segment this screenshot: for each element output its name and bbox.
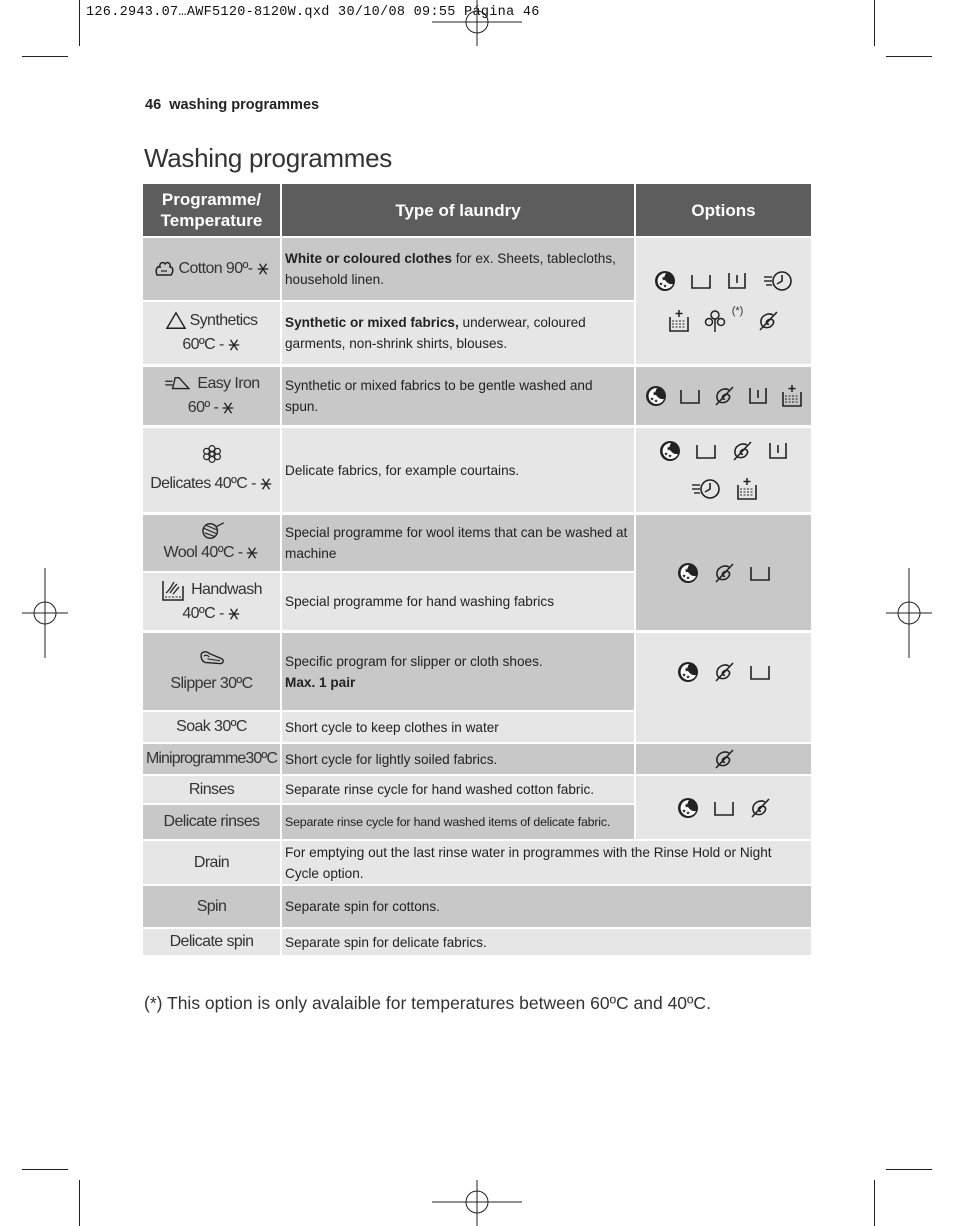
time-saving-icon <box>762 270 794 292</box>
type-synthetics: Synthetic or mixed fabrics, underwear, coloured garments, non-shrink shirts, blouses. <box>282 302 634 364</box>
no-spin-icon <box>713 748 735 770</box>
programme-delicate-rinses: Delicate rinses <box>143 805 280 839</box>
delicates-icon <box>202 444 222 464</box>
registration-mark-icon <box>432 0 522 46</box>
cotton-icon <box>153 258 175 280</box>
options-easy-iron <box>636 367 811 425</box>
prewash-icon <box>736 477 758 501</box>
programme-handwash: Handwash 40ºC - <box>143 573 280 630</box>
cold-wash-star-icon <box>245 546 259 560</box>
rinse-plus-icon <box>713 797 735 819</box>
type-rinses: Separate rinse cycle for hand washed cotton fabric. <box>282 776 634 803</box>
no-spin-icon <box>757 310 779 332</box>
programme-wool: Wool 40ºC - <box>143 515 280 571</box>
options-slipper-soak <box>636 633 811 742</box>
wool-icon <box>197 521 227 541</box>
no-spin-icon <box>713 385 735 407</box>
programme-slipper: Slipper 30ºC <box>143 633 280 710</box>
cold-wash-star-icon <box>227 607 241 621</box>
rinse-plus-icon <box>695 440 717 462</box>
cold-wash-star-icon <box>256 262 270 276</box>
handwash-icon <box>161 578 185 602</box>
programme-spin: Spin <box>143 886 280 927</box>
rinse-hold-icon <box>767 440 789 462</box>
programme-delicate-spin: Delicate spin <box>143 929 280 955</box>
type-wool: Special programme for wool items that can be washed at machine <box>282 515 634 571</box>
rinse-hold-icon <box>726 270 748 292</box>
header-options: Options <box>636 184 811 236</box>
crop-mark <box>79 0 80 46</box>
options-miniprogramme <box>636 744 811 774</box>
programme-easy-iron: Easy Iron 60º - <box>143 367 280 425</box>
programme-drain: Drain <box>143 841 280 884</box>
programme-synthetics: Synthetics 60ºC - <box>143 302 280 364</box>
stain-icon <box>704 309 726 333</box>
header-programme: Programme/ Temperature <box>143 184 280 236</box>
type-drain: For emptying out the last rinse water in programmes with the Rinse Hold or Night Cycle option. <box>282 841 811 884</box>
crop-mark <box>22 1169 68 1170</box>
programme-cotton <box>143 238 280 300</box>
night-cycle-icon <box>659 440 681 462</box>
night-cycle-icon <box>654 270 676 292</box>
rinse-plus-icon <box>690 270 712 292</box>
slipper-icon <box>198 648 226 668</box>
no-spin-icon <box>713 661 735 683</box>
no-spin-icon <box>731 440 753 462</box>
night-cycle-icon <box>677 562 699 584</box>
cold-wash-star-icon <box>221 401 235 415</box>
options-delicates <box>636 428 811 512</box>
crop-mark <box>22 56 68 57</box>
type-miniprogramme: Short cycle for lightly soiled fabrics. <box>282 744 634 774</box>
type-slipper: Specific program for slipper or cloth shoes. Max. 1 pair <box>282 633 634 710</box>
crop-mark <box>886 1169 932 1170</box>
cold-wash-star-icon <box>259 477 273 491</box>
page-number: 46 <box>145 97 162 113</box>
programme-miniprogramme: Miniprogramme30ºC <box>143 744 280 774</box>
prewash-icon <box>668 309 690 333</box>
rinse-hold-icon <box>747 385 769 407</box>
options-rinses <box>636 776 811 839</box>
cold-wash-star-icon <box>227 338 241 352</box>
rinse-plus-icon <box>679 385 701 407</box>
night-cycle-icon <box>677 797 699 819</box>
options-cotton-synthetics <box>636 238 811 364</box>
no-spin-icon <box>713 562 735 584</box>
type-cotton: White or coloured clothes for ex. Sheets, tablecloths, household linen. <box>282 238 634 300</box>
rinse-plus-icon <box>749 661 771 683</box>
programme-label: Cotton 90º- <box>178 260 253 277</box>
synthetics-icon <box>166 311 186 331</box>
crop-mark <box>874 0 875 46</box>
programme-soak: Soak 30ºC <box>143 712 280 742</box>
night-cycle-icon <box>677 661 699 683</box>
section-name: washing programmes <box>169 97 320 113</box>
page-header <box>145 97 319 113</box>
crop-mark <box>886 56 932 57</box>
crop-mark <box>79 1180 80 1226</box>
type-spin: Separate spin for cottons. <box>282 886 811 927</box>
page-title: Washing programmes <box>144 143 392 173</box>
no-spin-icon <box>749 797 771 819</box>
options-wool-handwash <box>636 515 811 630</box>
night-cycle-icon <box>645 385 667 407</box>
programme-delicates: Delicates 40ºC - <box>143 428 280 512</box>
options-note-mark: (*) <box>731 305 744 317</box>
crop-mark <box>874 1180 875 1226</box>
type-delicate-rinses: Separate rinse cycle for hand washed items of delicate fabric. <box>282 805 634 839</box>
print-slug: 126.2943.07…AWF5120-8120W.qxd 30/10/08 09:55 Página 46 <box>86 5 540 20</box>
footnote: (*) This option is only avalaible for temperatures between 60ºC and 40ºC. <box>144 993 711 1013</box>
prewash-icon <box>781 384 803 408</box>
type-soak: Short cycle to keep clothes in water <box>282 712 634 742</box>
programme-rinses: Rinses <box>143 776 280 803</box>
type-delicate-spin: Separate spin for delicate fabrics. <box>282 929 811 955</box>
registration-mark-icon <box>886 568 932 658</box>
rinse-plus-icon <box>749 562 771 584</box>
type-easy-iron: Synthetic or mixed fabrics to be gentle washed and spun. <box>282 367 634 425</box>
easy-iron-icon <box>163 374 193 394</box>
time-saving-icon <box>690 478 722 500</box>
header-type: Type of laundry <box>282 184 634 236</box>
registration-mark-icon <box>22 568 68 658</box>
type-handwash: Special programme for hand washing fabrics <box>282 573 634 630</box>
type-delicates: Delicate fabrics, for example courtains. <box>282 428 634 512</box>
registration-mark-icon <box>432 1180 522 1226</box>
